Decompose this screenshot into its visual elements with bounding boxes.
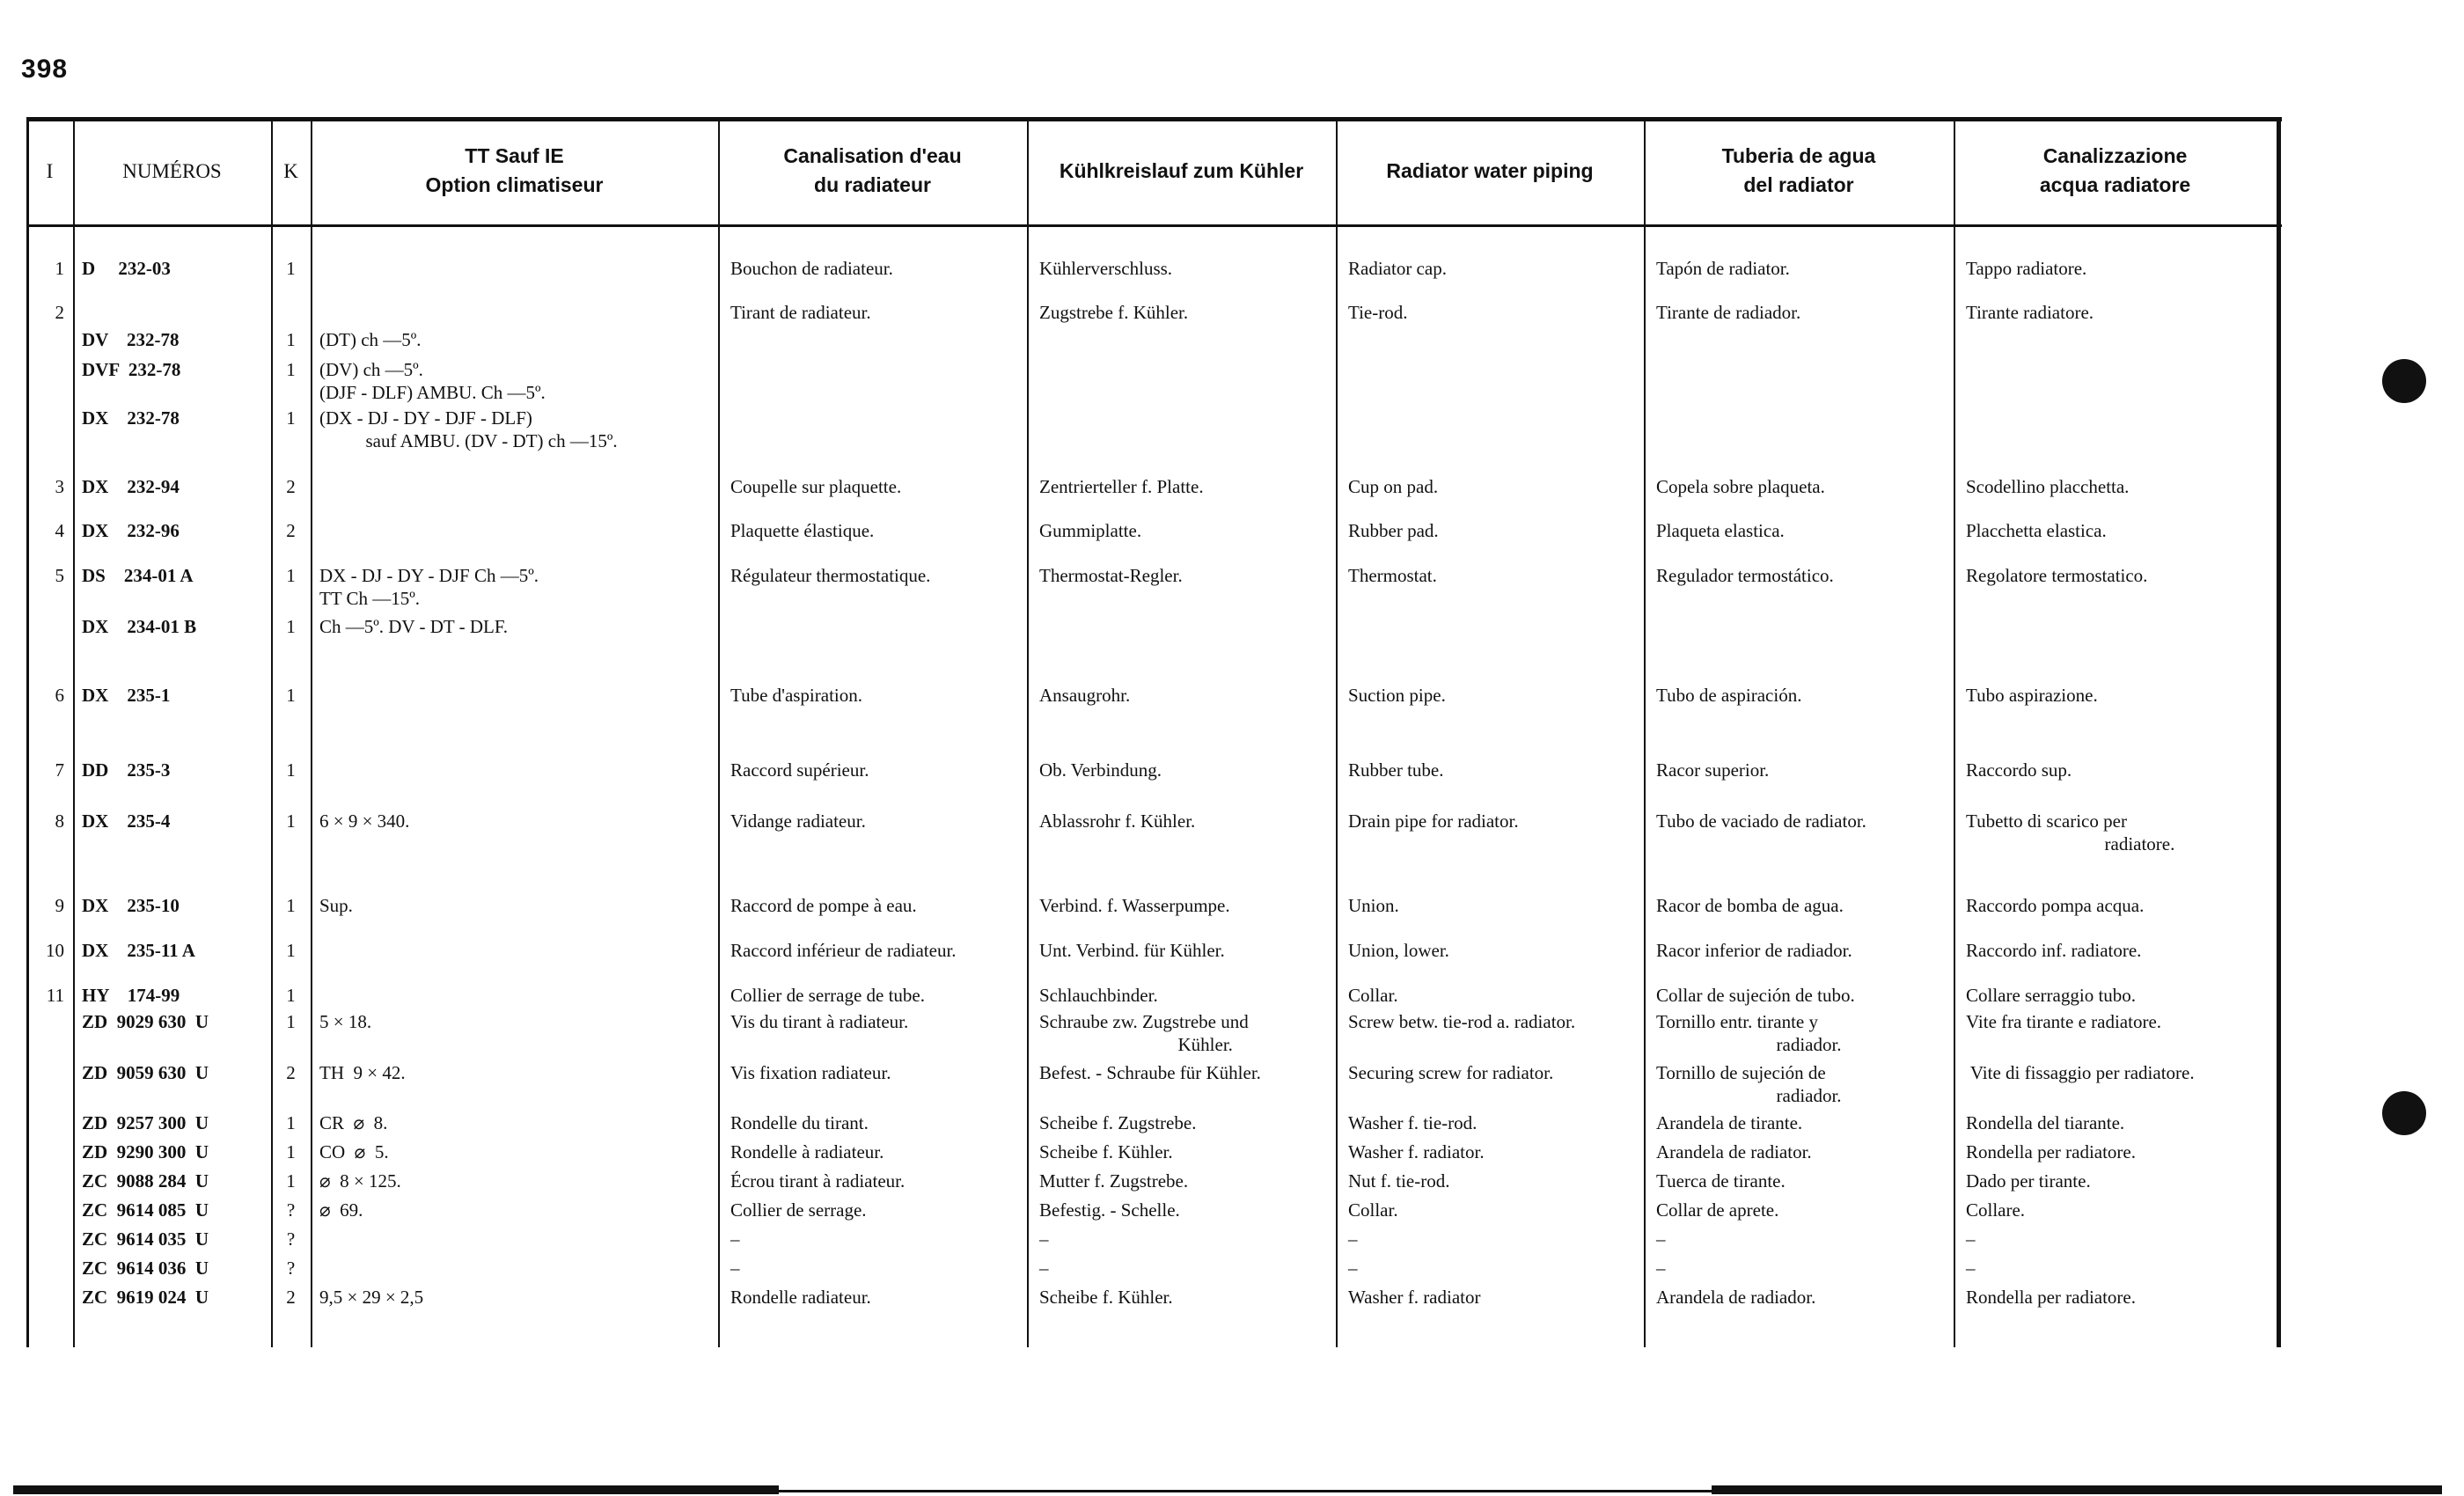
cell-num: DS 234-01 A <box>82 565 194 586</box>
cell-note: (DT) ch —5º. <box>319 329 422 350</box>
cell-k: 2 <box>286 1287 296 1308</box>
cell-it: Rondella del tiarante. <box>1966 1112 2125 1133</box>
cell-note: 6 × 9 × 340. <box>319 810 410 832</box>
cell-num: ZC 9614 035 U <box>82 1228 209 1250</box>
cell-it: Placchetta elastica. <box>1966 520 2107 541</box>
cell-fr: Vidange radiateur. <box>730 810 866 832</box>
cell-en: Washer f. radiator. <box>1348 1141 1485 1162</box>
cell-it: Tubetto di scarico per radiatore. <box>1966 810 2175 854</box>
column-header: NUMÉROS <box>122 159 222 182</box>
cell-en: Nut f. tie-rod. <box>1348 1170 1450 1192</box>
cell-it: Tirante radiatore. <box>1966 302 2094 323</box>
cell-fr: Raccord supérieur. <box>730 759 869 781</box>
cell-de: Ablassrohr f. Kühler. <box>1039 810 1196 832</box>
cell-es: Racor de bomba de agua. <box>1656 895 1844 916</box>
column-header: K <box>283 159 298 182</box>
bottom-rule-right <box>1712 1485 2442 1494</box>
cell-k: 1 <box>286 1011 296 1032</box>
cell-i: 5 <box>55 565 64 586</box>
column-header: Kühlkreislauf zum Kühler <box>1059 158 1304 182</box>
cell-de: Schlauchbinder. <box>1039 985 1158 1006</box>
bottom-rule-middle <box>779 1490 1712 1492</box>
cell-num: DD 235-3 <box>82 759 171 781</box>
cell-de: Schraube zw. Zugstrebe und Kühler. <box>1039 1011 1249 1055</box>
cell-en: Union. <box>1348 895 1399 916</box>
cell-en: Washer f. radiator <box>1348 1287 1481 1308</box>
cell-it: Scodellino placchetta. <box>1966 476 2130 497</box>
cell-es: Arandela de tirante. <box>1656 1112 1803 1133</box>
cell-i: 2 <box>55 302 64 323</box>
cell-de: Thermostat-Regler. <box>1039 565 1183 586</box>
cell-note: Sup. <box>319 895 353 916</box>
cell-it: Tubo aspirazione. <box>1966 685 2098 706</box>
column-header: TT Sauf IE Option climatiseur <box>425 144 604 196</box>
column-header: Canalisation d'eau du radiateur <box>783 144 962 196</box>
cell-k: 1 <box>286 407 296 429</box>
cell-fr: – <box>730 1258 740 1279</box>
cell-it: Raccordo pompa acqua. <box>1966 895 2145 916</box>
cell-k: ? <box>286 1258 296 1279</box>
cell-es: Racor superior. <box>1656 759 1770 781</box>
column-header: Radiator water piping <box>1386 158 1594 182</box>
cell-num: DV 232-78 <box>82 329 180 350</box>
cell-fr: Plaquette élastique. <box>730 520 875 541</box>
cell-k: 1 <box>286 1112 296 1133</box>
cell-de: Scheibe f. Kühler. <box>1039 1141 1173 1162</box>
cell-i: 10 <box>46 940 64 961</box>
cell-num: DX 235-4 <box>82 810 171 832</box>
cell-es: Tirante de radiador. <box>1656 302 1801 323</box>
cell-en: Rubber pad. <box>1348 520 1439 541</box>
cell-num: DX 235-10 <box>82 895 180 916</box>
cell-k: 1 <box>286 1170 296 1192</box>
cell-en: Collar. <box>1348 985 1398 1006</box>
cell-en: Drain pipe for radiator. <box>1348 810 1519 832</box>
cell-fr: Rondelle du tirant. <box>730 1112 869 1133</box>
cell-es: Copela sobre plaqueta. <box>1656 476 1825 497</box>
cell-es: Plaqueta elastica. <box>1656 520 1785 541</box>
cell-note: DX - DJ - DY - DJF Ch —5º. TT Ch —15º. <box>319 565 539 609</box>
cell-num: DVF 232-78 <box>82 359 181 380</box>
cell-it: Collare. <box>1966 1199 2026 1221</box>
cell-num: DX 232-96 <box>82 520 180 541</box>
cell-i: 1 <box>55 258 64 279</box>
cell-note: CO ⌀ 5. <box>319 1141 389 1162</box>
cell-fr: Raccord de pompe à eau. <box>730 895 917 916</box>
cell-k: 1 <box>286 565 296 586</box>
cell-de: Mutter f. Zugstrebe. <box>1039 1170 1189 1192</box>
cell-num: DX 235-1 <box>82 685 171 706</box>
cell-note: ⌀ 69. <box>319 1199 363 1221</box>
cell-num: DX 235-11 A <box>82 940 195 961</box>
cell-k: 1 <box>286 258 296 279</box>
column-divider <box>311 117 312 1347</box>
column-header: Canalizzazione acqua radiatore <box>2039 144 2191 196</box>
cell-it: Rondella per radiatore. <box>1966 1141 2136 1162</box>
cell-it: Dado per tirante. <box>1966 1170 2091 1192</box>
cell-k: 2 <box>286 1062 296 1083</box>
cell-k: 1 <box>286 1141 296 1162</box>
binding-hole-mark <box>2382 1091 2426 1135</box>
cell-i: 8 <box>55 810 64 832</box>
column-divider <box>1027 117 1029 1347</box>
cell-it: – <box>1966 1258 1976 1279</box>
cell-num: ZD 9290 300 U <box>82 1141 209 1162</box>
cell-es: Arandela de radiador. <box>1656 1287 1816 1308</box>
cell-i: 6 <box>55 685 64 706</box>
cell-num: ZC 9088 284 U <box>82 1170 209 1192</box>
cell-fr: Collier de serrage. <box>730 1199 867 1221</box>
cell-es: Tapón de radiator. <box>1656 258 1790 279</box>
cell-de: Befestig. - Schelle. <box>1039 1199 1180 1221</box>
cell-en: Screw betw. tie-rod a. radiator. <box>1348 1011 1576 1032</box>
table-header-rule <box>26 224 2282 227</box>
cell-i: 3 <box>55 476 64 497</box>
cell-de: Scheibe f. Kühler. <box>1039 1287 1173 1308</box>
cell-note: 5 × 18. <box>319 1011 372 1032</box>
cell-num: ZC 9619 024 U <box>82 1287 209 1308</box>
cell-num: D 232-03 <box>82 258 171 279</box>
cell-fr: Tirant de radiateur. <box>730 302 871 323</box>
cell-es: Tuerca de tirante. <box>1656 1170 1786 1192</box>
cell-i: 4 <box>55 520 64 541</box>
cell-de: Befest. - Schraube für Kühler. <box>1039 1062 1261 1083</box>
cell-note: (DX - DJ - DY - DJF - DLF) sauf AMBU. (DV - DT) ch —15º. <box>319 407 618 451</box>
cell-k: 1 <box>286 616 296 637</box>
cell-i: 9 <box>55 895 64 916</box>
cell-num: ZD 9257 300 U <box>82 1112 209 1133</box>
cell-note: ⌀ 8 × 125. <box>319 1170 401 1192</box>
cell-fr: Coupelle sur plaquette. <box>730 476 902 497</box>
cell-fr: Collier de serrage de tube. <box>730 985 925 1006</box>
cell-it: Vite fra tirante e radiatore. <box>1966 1011 2162 1032</box>
cell-k: 2 <box>286 520 296 541</box>
cell-fr: Vis fixation radiateur. <box>730 1062 891 1083</box>
cell-note: (DV) ch —5º. (DJF - DLF) AMBU. Ch —5º. <box>319 359 546 403</box>
cell-en: Securing screw for radiator. <box>1348 1062 1554 1083</box>
cell-de: Ansaugrohr. <box>1039 685 1131 706</box>
cell-k: 1 <box>286 359 296 380</box>
cell-note: 9,5 × 29 × 2,5 <box>319 1287 424 1308</box>
cell-es: Tornillo entr. tirante y radiador. <box>1656 1011 1842 1055</box>
cell-fr: Vis du tirant à radiateur. <box>730 1011 909 1032</box>
cell-k: 1 <box>286 685 296 706</box>
cell-it: Rondella per radiatore. <box>1966 1287 2136 1308</box>
cell-de: Kühlerverschluss. <box>1039 258 1173 279</box>
cell-de: Unt. Verbind. für Kühler. <box>1039 940 1225 961</box>
cell-k: 2 <box>286 476 296 497</box>
cell-i: 11 <box>46 985 64 1006</box>
cell-num: ZC 9614 036 U <box>82 1258 209 1279</box>
cell-num: ZD 9029 630 U <box>82 1011 209 1032</box>
cell-it: Raccordo inf. radiatore. <box>1966 940 2142 961</box>
parts-table <box>26 117 2282 1347</box>
cell-k: 1 <box>286 985 296 1006</box>
cell-num: ZC 9614 085 U <box>82 1199 209 1221</box>
cell-note: Ch —5º. DV - DT - DLF. <box>319 616 509 637</box>
cell-fr: Rondelle à radiateur. <box>730 1141 884 1162</box>
cell-en: Washer f. tie-rod. <box>1348 1112 1478 1133</box>
cell-es: Regulador termostático. <box>1656 565 1834 586</box>
column-divider <box>1954 117 1955 1347</box>
cell-note: TH 9 × 42. <box>319 1062 406 1083</box>
cell-en: Cup on pad. <box>1348 476 1439 497</box>
cell-fr: Tube d'aspiration. <box>730 685 863 706</box>
binding-hole-mark <box>2382 359 2426 403</box>
cell-num: HY 174-99 <box>82 985 180 1006</box>
cell-fr: Écrou tirant à radiateur. <box>730 1170 906 1192</box>
cell-i: 7 <box>55 759 64 781</box>
cell-en: Rubber tube. <box>1348 759 1444 781</box>
cell-it: Collare serraggio tubo. <box>1966 985 2137 1006</box>
cell-it: Vite di fissaggio per radiatore. <box>1966 1062 2195 1083</box>
cell-es: Tubo de vaciado de radiator. <box>1656 810 1866 832</box>
cell-num: DX 234-01 B <box>82 616 197 637</box>
cell-num: DX 232-78 <box>82 407 180 429</box>
cell-de: – <box>1039 1228 1049 1250</box>
cell-k: ? <box>286 1199 296 1221</box>
cell-k: ? <box>286 1228 296 1250</box>
cell-de: – <box>1039 1258 1049 1279</box>
cell-es: Tubo de aspiración. <box>1656 685 1802 706</box>
cell-es: – <box>1656 1228 1666 1250</box>
cell-de: Scheibe f. Zugstrebe. <box>1039 1112 1197 1133</box>
column-divider <box>73 117 75 1347</box>
page-number: 398 <box>21 55 69 84</box>
column-header: Tuberia de agua del radiator <box>1721 144 1876 196</box>
cell-k: 1 <box>286 329 296 350</box>
cell-es: – <box>1656 1258 1666 1279</box>
column-divider <box>1336 117 1338 1347</box>
cell-num: ZD 9059 630 U <box>82 1062 209 1083</box>
cell-note: CR ⌀ 8. <box>319 1112 388 1133</box>
cell-fr: Raccord inférieur de radiateur. <box>730 940 957 961</box>
cell-it: Raccordo sup. <box>1966 759 2072 781</box>
cell-fr: Régulateur thermostatique. <box>730 565 931 586</box>
cell-en: Collar. <box>1348 1199 1398 1221</box>
cell-de: Gummiplatte. <box>1039 520 1142 541</box>
cell-es: Racor inferior de radiador. <box>1656 940 1852 961</box>
cell-it: Tappo radiatore. <box>1966 258 2087 279</box>
cell-en: Suction pipe. <box>1348 685 1446 706</box>
cell-en: Union, lower. <box>1348 940 1449 961</box>
cell-en: – <box>1348 1228 1358 1250</box>
cell-k: 1 <box>286 810 296 832</box>
cell-fr: – <box>730 1228 740 1250</box>
cell-de: Zugstrebe f. Kühler. <box>1039 302 1189 323</box>
column-header: I <box>46 159 54 182</box>
cell-it: – <box>1966 1228 1976 1250</box>
cell-k: 1 <box>286 895 296 916</box>
cell-k: 1 <box>286 940 296 961</box>
column-divider <box>718 117 720 1347</box>
cell-en: – <box>1348 1258 1358 1279</box>
cell-en: Radiator cap. <box>1348 258 1447 279</box>
column-divider <box>1644 117 1646 1347</box>
bottom-rule-left <box>13 1485 779 1494</box>
cell-es: Arandela de radiator. <box>1656 1141 1812 1162</box>
cell-de: Zentrierteller f. Platte. <box>1039 476 1204 497</box>
cell-k: 1 <box>286 759 296 781</box>
cell-es: Tornillo de sujeción de radiador. <box>1656 1062 1842 1106</box>
cell-num: DX 232-94 <box>82 476 180 497</box>
cell-es: Collar de sujeción de tubo. <box>1656 985 1855 1006</box>
cell-es: Collar de aprete. <box>1656 1199 1779 1221</box>
cell-de: Verbind. f. Wasserpumpe. <box>1039 895 1230 916</box>
cell-en: Tie-rod. <box>1348 302 1408 323</box>
cell-fr: Rondelle radiateur. <box>730 1287 871 1308</box>
cell-fr: Bouchon de radiateur. <box>730 258 893 279</box>
cell-en: Thermostat. <box>1348 565 1437 586</box>
cell-it: Regolatore termostatico. <box>1966 565 2148 586</box>
table-right-border <box>2277 117 2281 1347</box>
cell-de: Ob. Verbindung. <box>1039 759 1162 781</box>
